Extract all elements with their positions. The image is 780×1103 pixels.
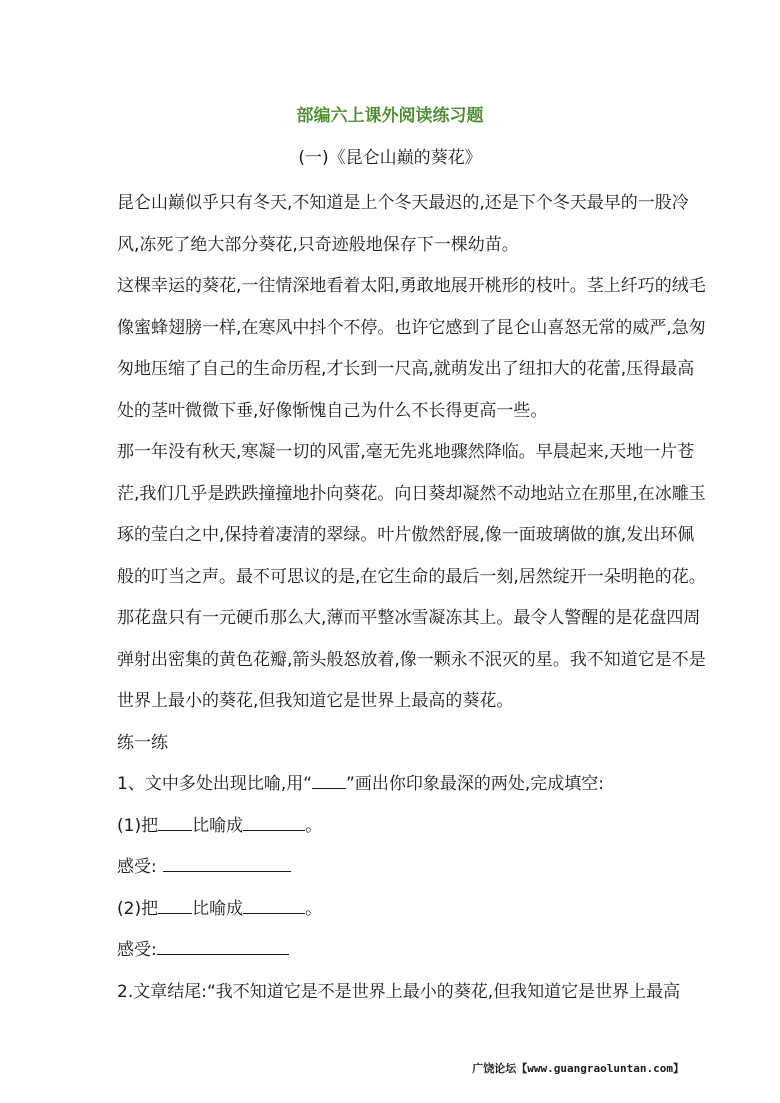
passage-line: 匆地压缩了自己的生命历程,才长到一尺高,就萌发出了纽扣大的花蕾,压得最高 xyxy=(117,359,695,379)
passage-line: 那花盘只有一元硬币那么大,薄而平整冰雪凝冻其上。最令人警醒的是花盘四周 xyxy=(117,608,701,628)
passage-line: 琢的莹白之中,保持着凄清的翠绿。叶片傲然舒展,像一面玻璃做的旗,发出环佩 xyxy=(117,525,695,545)
passage-line: 般的叮当之声。最不可思议的是,在它生命的最后一刻,居然绽开一朵明艳的花。 xyxy=(117,566,706,587)
passage-line: 世界上最小的葵花,但我知道它是世界上最高的葵花。 xyxy=(117,691,514,711)
fill-label: 。 xyxy=(305,898,323,919)
feeling-line-2 xyxy=(117,930,673,972)
answer-blank[interactable] xyxy=(158,895,192,914)
question-1-text-end: ”画出你印象最深的两处,完成填空: xyxy=(346,774,604,794)
answer-blank[interactable] xyxy=(243,895,305,914)
question-2: 2.文章结尾:“我不知道它是不是世界上最小的葵花,但我知道它是世界上最高 xyxy=(117,981,681,1002)
answer-blank[interactable] xyxy=(312,770,346,789)
answer-blank[interactable] xyxy=(157,936,289,955)
fill-label: 比喻成 xyxy=(192,815,244,836)
fill-label: (1)把 xyxy=(117,815,159,836)
fill-line-1 xyxy=(117,806,673,848)
footer-source: 广饶论坛【www.guangraoluntan.com】 xyxy=(472,1062,684,1075)
practice-heading: 练一练 xyxy=(117,732,168,753)
passage-line: 那一年没有秋天,寒凝一切的风雷,毫无先兆地骤然降临。早晨起来,天地一片苍 xyxy=(117,442,695,462)
document-title: 部编六上课外阅读练习题 xyxy=(296,106,484,126)
answer-blank[interactable] xyxy=(158,812,192,831)
fill-label: 比喻成 xyxy=(192,898,244,919)
question-1-text-start: 1、文中多处出现比喻,用“ xyxy=(117,774,313,794)
passage-line: 这棵幸运的葵花,一往情深地看着太阳,勇敢地展开桃形的枝叶。茎上纤巧的绒毛 xyxy=(117,276,706,296)
feeling-label: 感受: xyxy=(117,857,157,877)
passage-line: 处的茎叶微微下垂,好像惭愧自己为什么不长得更高一些。 xyxy=(117,400,548,421)
fill-label: (2)把 xyxy=(117,898,159,919)
passage-title: (一)《昆仑山巅的葵花》 xyxy=(298,148,482,168)
fill-line-2 xyxy=(117,889,673,931)
answer-blank[interactable] xyxy=(243,812,305,831)
passage-line: 昆仑山巅似乎只有冬天,不知道是上个冬天最迟的,还是下个冬天最早的一股冷 xyxy=(117,193,689,213)
passage-line: 茫,我们几乎是跌跌撞撞地扑向葵花。向日葵却凝然不动地站立在那里,在冰雕玉 xyxy=(117,483,706,504)
fill-label: 。 xyxy=(305,815,323,836)
feeling-line-1 xyxy=(117,847,673,889)
passage-line: 风,冻死了绝大部分葵花,只奇迹般地保存下一棵幼苗。 xyxy=(117,234,519,255)
passage-line: 像蜜蜂翅膀一样,在寒风中抖个不停。也许它感到了昆仑山喜怒无常的威严,急匆 xyxy=(117,317,706,338)
feeling-label: 感受: xyxy=(117,940,157,960)
passage-body xyxy=(117,183,706,1013)
question-1 xyxy=(117,764,673,806)
answer-blank[interactable] xyxy=(163,853,291,872)
passage-line: 弹射出密集的黄色花瓣,箭头般怒放着,像一颗永不泯灭的星。我不知道它是不是 xyxy=(117,649,706,670)
